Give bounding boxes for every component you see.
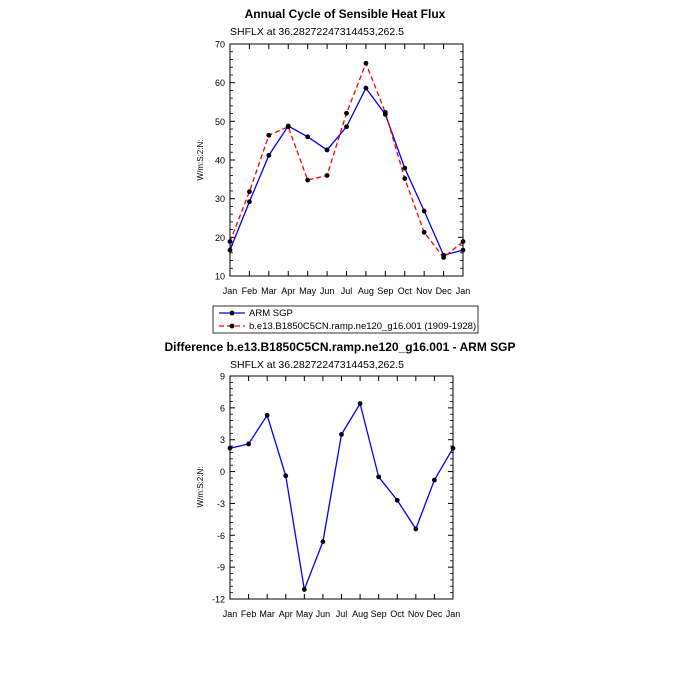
data-point [266,153,271,158]
y-tick-label: -3 [216,498,225,509]
chart-title: Difference b.e13.B1850C5CN.ramp.ne120_g16.001 - ARM SGP [164,340,516,354]
x-tick-label: Aug [357,286,374,296]
x-tick-label: Jul [340,286,353,296]
data-point [247,189,252,194]
y-tick-label: 10 [214,271,225,282]
x-tick-label: Apr [281,286,296,296]
chart-subtitle: SHFLX at 36.28272247314453,262.5 [230,359,404,371]
axis-ticks [230,376,453,599]
data-point [402,166,407,171]
y-tick-label: -6 [216,530,225,541]
data-point [432,478,437,483]
plot-frame [230,44,463,276]
x-tick-label: Jan [222,609,238,619]
legend-label-model: b.e13.B1850C5CN.ramp.ne120_g16.001 (1909-1928) [249,321,477,332]
chart-title: Annual Cycle of Sensible Heat Flux [244,7,446,21]
legend-marker-model [230,324,235,329]
y-tick-label: 20 [214,232,225,243]
x-tick-label: Jan [455,286,471,296]
y-tick-label: 0 [219,467,225,478]
data-point [461,239,466,244]
data-point [305,134,310,139]
y-tick-label: 9 [219,371,225,382]
data-point [344,111,349,116]
data-point [364,61,369,66]
series-group [228,61,466,260]
data-point [283,473,288,478]
plot-frame [230,376,453,599]
series-group [228,401,456,592]
x-tick-label: Oct [390,609,405,619]
x-tick-labels [223,286,471,296]
data-point [395,498,400,503]
x-tick-label: Jul [335,609,348,619]
x-tick-label: Mar [259,609,275,619]
chart-difference [164,340,515,619]
y-tick-label: 3 [219,435,225,446]
x-tick-label: Dec [426,609,443,619]
data-point [422,230,427,235]
data-point [325,148,330,153]
data-point [339,432,344,437]
x-tick-label: Nov [407,609,424,619]
chart-annual-cycle [196,7,478,333]
data-point [266,133,271,138]
x-tick-label: Aug [352,609,369,619]
series-line [230,404,453,590]
y-tick-label: 6 [219,403,225,414]
data-point [325,173,330,178]
x-tick-label: Nov [416,286,433,296]
y-tick-label: 30 [214,194,225,205]
data-point [451,446,456,451]
data-point [344,124,349,129]
data-point [441,255,446,260]
y-tick-label: 60 [214,78,225,89]
x-tick-label: May [299,286,317,296]
y-tick-label: 40 [214,155,225,166]
series-line [230,63,463,257]
y-tick-label: 70 [214,39,225,50]
y-tick-label: 50 [214,116,225,127]
data-point [383,110,388,115]
x-tick-label: Sep [370,609,387,619]
data-point [305,178,310,183]
x-tick-labels [223,609,461,619]
legend-marker-arm-sgp [230,311,235,316]
x-tick-label: Apr [278,609,293,619]
data-point [376,474,381,479]
data-point [302,587,307,592]
data-point [228,446,233,451]
data-point [265,413,270,418]
x-tick-label: Mar [261,286,277,296]
axis-ticks [230,44,463,276]
y-axis-label: W/m:S:2:N: [196,466,205,508]
x-tick-label: Feb [241,286,258,296]
y-tick-labels [215,40,225,282]
x-tick-label: May [295,609,313,619]
data-point [247,199,252,204]
data-point [358,401,363,406]
data-point [402,176,407,181]
x-tick-label: Oct [397,286,412,296]
y-tick-label: -12 [211,594,225,605]
data-point [364,86,369,91]
legend [213,306,478,333]
x-tick-label: Jun [319,286,335,296]
legend-label-arm-sgp: ARM SGP [249,308,293,319]
data-point [321,539,326,544]
data-point [461,248,466,253]
x-tick-label: Feb [240,609,257,619]
x-tick-label: Jan [222,286,238,296]
data-point [228,248,233,253]
data-point [422,209,427,214]
x-tick-label: Sep [377,286,394,296]
x-tick-label: Jun [315,609,331,619]
data-point [286,124,291,129]
x-tick-label: Dec [435,286,452,296]
y-tick-labels [212,372,225,605]
data-point [246,442,251,447]
y-axis-label: W/m:S:2:N: [196,139,205,181]
y-tick-label: -9 [216,562,225,573]
data-point [413,527,418,532]
data-point [228,239,233,244]
chart-subtitle: SHFLX at 36.28272247314453,262.5 [230,26,404,38]
x-tick-label: Jan [445,609,461,619]
